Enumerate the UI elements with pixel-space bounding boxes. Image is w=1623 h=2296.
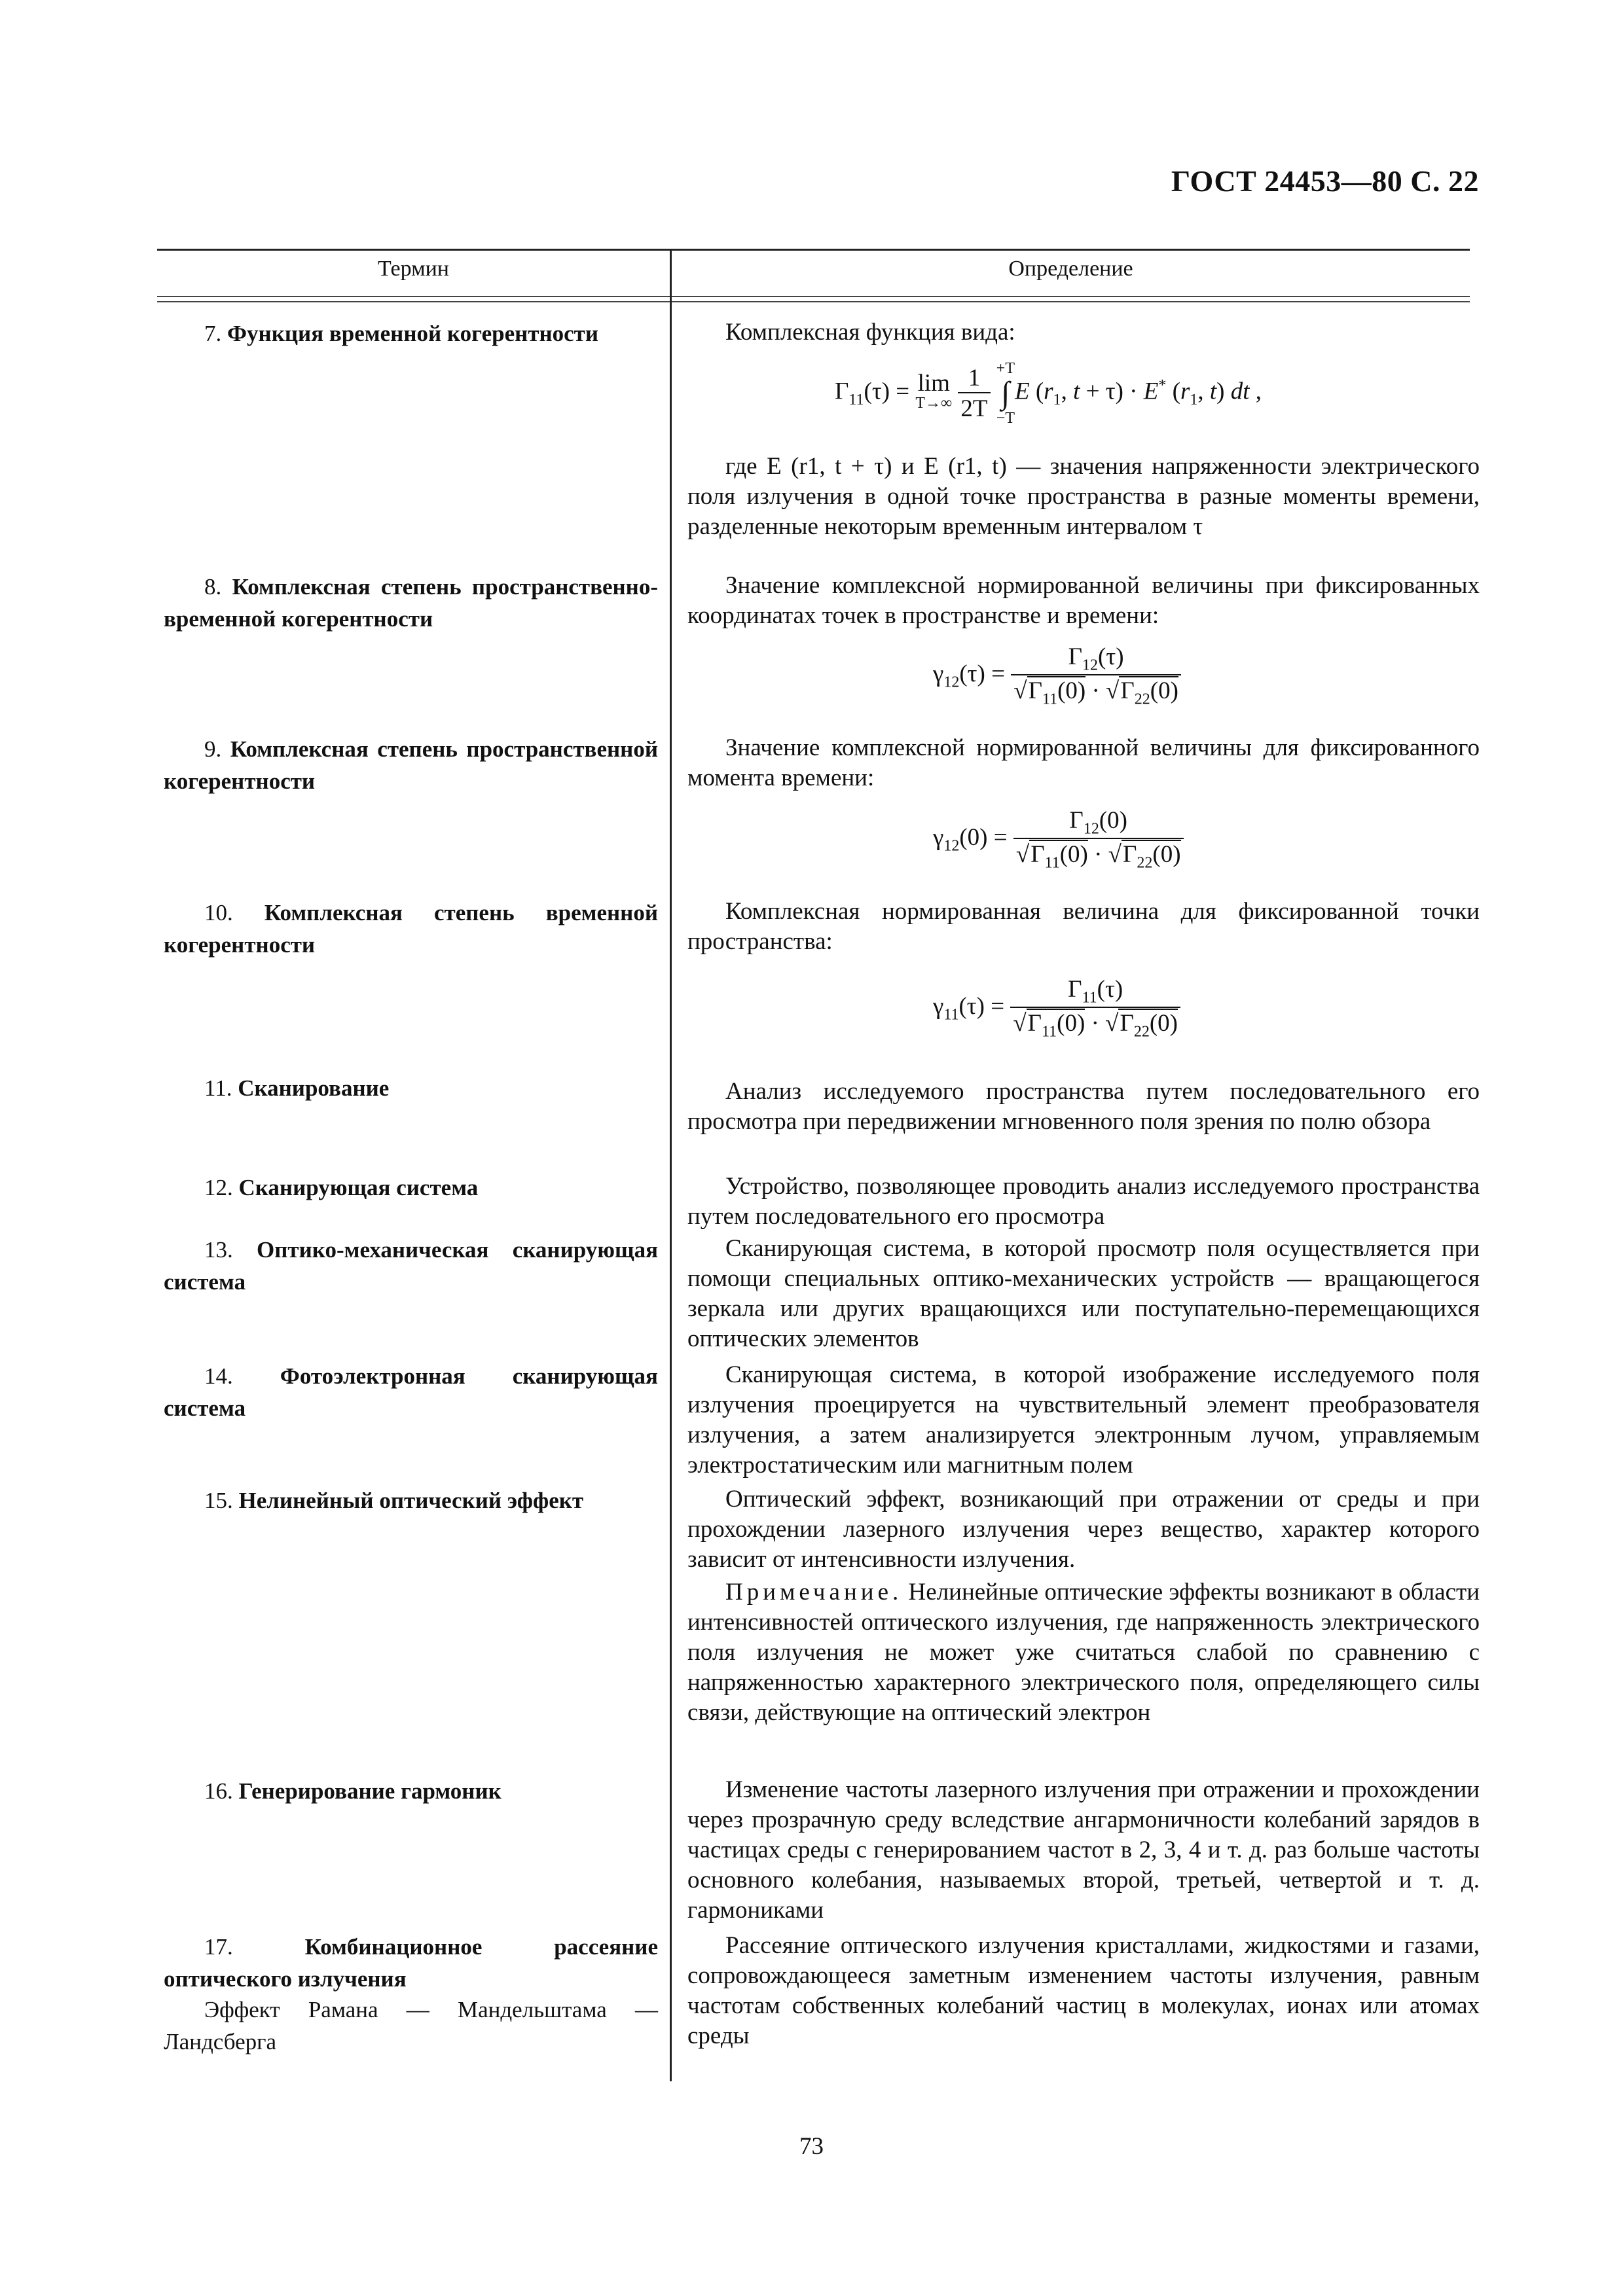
column-header-definition: Определение xyxy=(1008,257,1133,281)
column-header-term: Термин xyxy=(378,257,449,281)
definition-15: Оптический эффект, возникающий при отражении от среды и при прохождении лазерного излучения через вещество, характер которого зависит от интенсивности излучения. xyxy=(687,1486,1480,1573)
formula-10: $\gamma_{11}(\tau)$ = $\frac{\Gamma_{11}(\tau)}{√\Gamma_{11}(0) \cdot √\Gamma_{22}(0)}$ xyxy=(933,975,1180,1041)
table-top-rule xyxy=(157,249,1470,251)
definition-8: Значение комплексной нормированной величины при фиксированных координатах точек в пространстве и времени: xyxy=(687,572,1480,629)
column-divider xyxy=(670,249,672,2081)
term-12: 12. Сканирующая система xyxy=(204,1175,479,1200)
term-16: 16. Генерирование гармоник xyxy=(204,1778,501,1804)
term-8: 8. Комплексная степень пространственно-временной когерентности xyxy=(164,574,659,632)
definition-7: где E (r1, t + τ) и E (r1, t) — значения напряженности электрического поля излучения в одной точке пространства в разные моменты времени, разделенные некоторым временным интервалом τ xyxy=(687,453,1480,540)
formula-8: $\gamma_{12}(\tau)$ = $\frac{\Gamma_{12}(\tau)}{√\Gamma_{11}(0) \cdot √\Gamma_{22}(0)}$ xyxy=(933,643,1181,709)
header-rule-double xyxy=(157,301,1470,302)
term-10: 10. Комплексная степень временной когерентности xyxy=(164,900,658,958)
definition-12: Устройство, позволяющее проводить анализ исследуемого пространства путем последовательного его просмотра xyxy=(687,1173,1480,1230)
term-14: 14. Фотоэлектронная сканирующая система xyxy=(164,1363,658,1421)
definition-13: Сканирующая система, в которой просмотр поля осуществляется при помощи специальных оптико-механических устройств — вращающегося зеркала или других вращающихся или поступательно-перемещающихся оптических элементов xyxy=(687,1235,1480,1352)
term-17: 17. Комбинационное рассеяние оптического излучения xyxy=(164,1934,659,1992)
term-9: 9. Комплексная степень пространственной когерентности xyxy=(164,736,658,794)
definition-7-intro: Комплексная функция вида: xyxy=(725,319,1015,346)
term-17-synonym: Эффект Рамана — Мандельштама — Ландсберга xyxy=(164,1997,658,2054)
definition-11: Анализ исследуемого пространства путем последовательного его просмотра при передвижении мгновенного поля зрения по полю обзора xyxy=(687,1078,1480,1135)
definition-16: Изменение частоты лазерного излучения при отражении и прохождении через прозрачную среду вследствие ангармоничности колебаний зарядов в частицах среды с генерированием частот в 2, 3, 4 и т. д. раз больше частоты основного колебания, называемых второй, третьей, четвертой и т. д. гармониками xyxy=(687,1776,1480,1924)
term-15: 15. Нелинейный оптический эффект xyxy=(204,1488,584,1513)
term-13: 13. Оптико-механическая сканирующая система xyxy=(164,1237,659,1295)
definition-14: Сканирующая система, в которой изображение исследуемого поля излучения проецируется на чувствительный элемент преобразователя излучения, а затем анализируется электронным лучом, управляемым электростатическим или магнитным полем xyxy=(687,1361,1480,1479)
term-11: 11. Сканирование xyxy=(204,1075,390,1101)
term-7: 7. Функция временной когерентности xyxy=(204,321,599,346)
formula-7: $\Gamma_{11}(\tau) = \lim$ T→∞ $\frac{1}{2T}$ +T ∫ −T E ($r_1$, t + τ) · E* ($r_1$, t) dt , xyxy=(835,360,1262,427)
definition-15-note: Примечание. Нелинейные оптические эффекты возникают в области интенсивностей оптического излучения, где напряженность электрического поля излучения не может уже считаться слабой по сравнению с напряженностью характерного электрического поля, определяющего силы связи, действующие на оптический электрон xyxy=(687,1579,1480,1726)
definition-9: Значение комплексной нормированной величины для фиксированного момента времени: xyxy=(687,734,1480,791)
page-number: 73 xyxy=(799,2133,824,2160)
header-rule xyxy=(157,296,1470,297)
formula-9: $\gamma_{12}(0)$ = $\frac{\Gamma_{12}(0)}{√\Gamma_{11}(0) \cdot √\Gamma_{22}(0)}$ xyxy=(933,806,1184,872)
definition-17: Рассеяние оптического излучения кристаллами, жидкостями и газами, сопровождающееся заметным изменением частоты излучения, равным частотам собственных колебаний частиц в молекулах, ионах или атомах среды xyxy=(687,1932,1480,2049)
page-header: ГОСТ 24453—80 С. 22 xyxy=(1171,164,1479,198)
definition-10: Комплексная нормированная величина для фиксированной точки пространства: xyxy=(687,898,1480,955)
